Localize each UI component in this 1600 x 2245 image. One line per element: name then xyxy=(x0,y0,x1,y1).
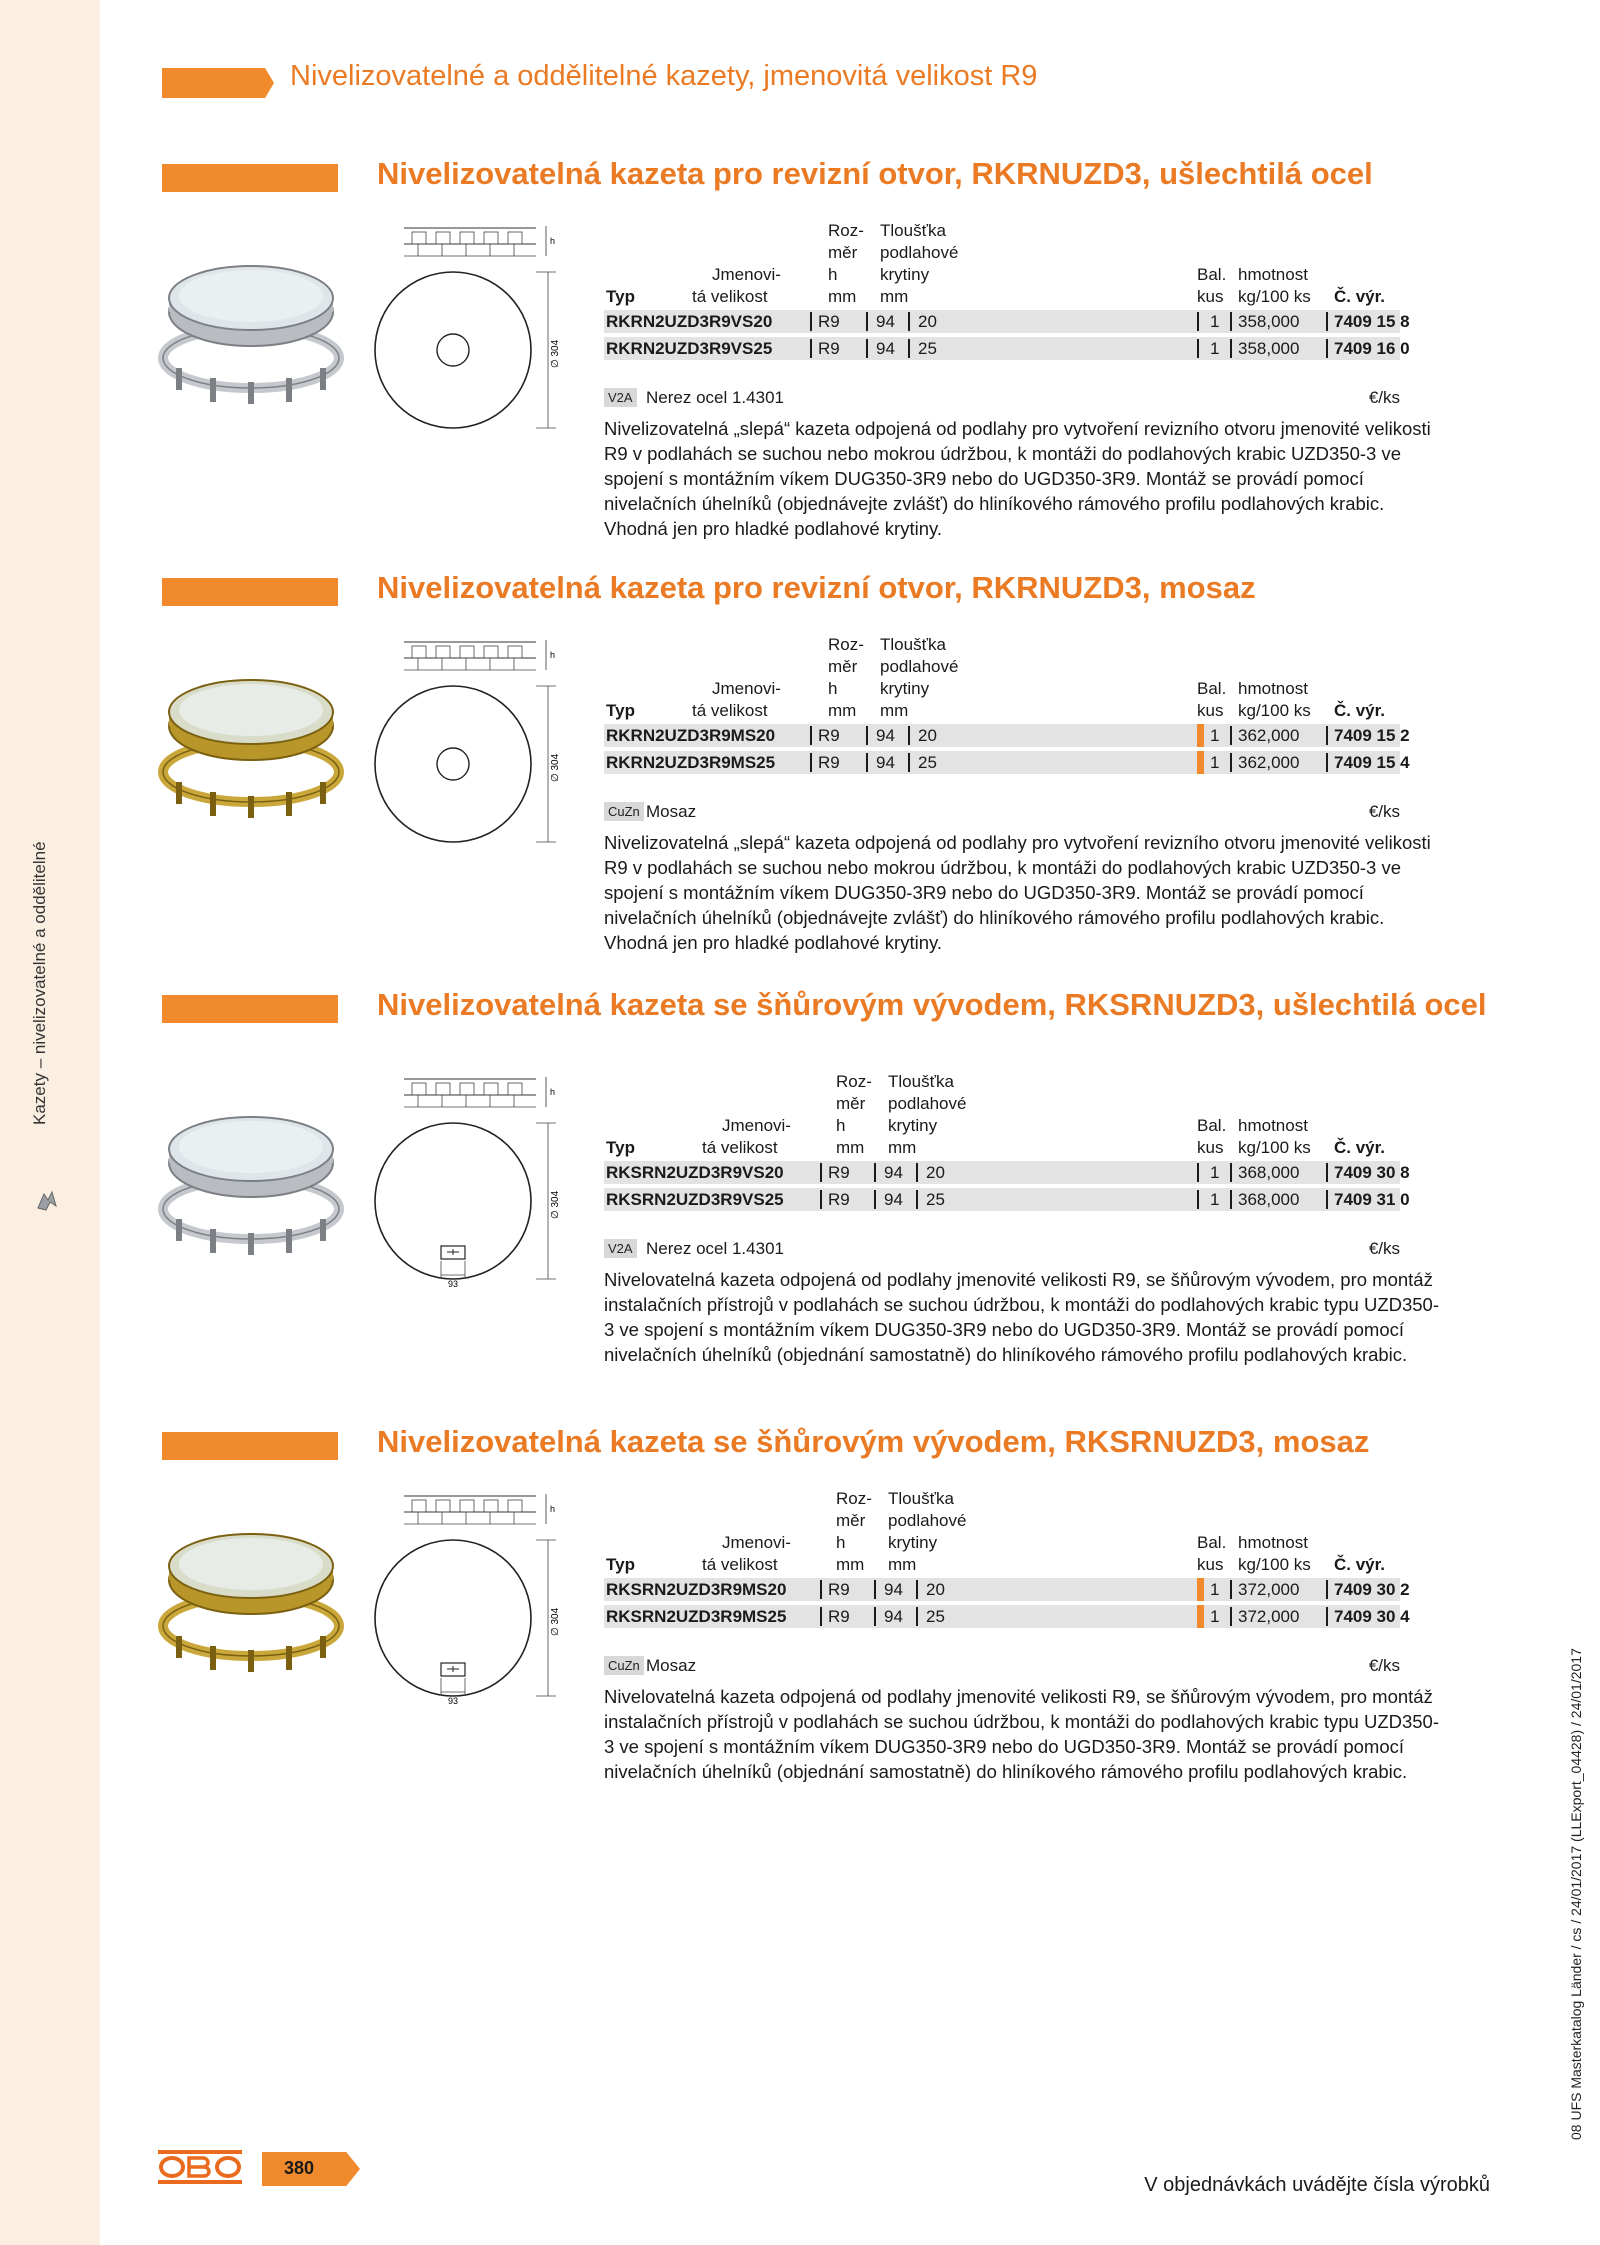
col-pack-header: kus xyxy=(1197,287,1224,306)
cell-separator xyxy=(866,312,868,331)
svg-text:h: h xyxy=(550,1087,556,1097)
col-size-header: Roz- xyxy=(828,635,864,654)
cell-separator xyxy=(810,726,812,745)
product-image xyxy=(158,1518,344,1674)
cell-separator xyxy=(916,1190,918,1209)
cell-separator xyxy=(874,1580,876,1599)
size-cell: R9 xyxy=(818,726,840,745)
material-line xyxy=(604,1655,1400,1677)
material-badge: CuZn xyxy=(604,802,644,821)
table-row xyxy=(604,310,1410,333)
price-unit: €/ks xyxy=(1368,1239,1400,1258)
product-table xyxy=(604,634,1410,804)
col-nominal-header: tá velikost xyxy=(702,1138,778,1157)
product-image xyxy=(158,664,344,820)
size-cell: R9 xyxy=(818,753,840,772)
material-label: Mosaz xyxy=(646,1656,697,1675)
article-number-cell: 7409 16 0 xyxy=(1334,339,1410,358)
size-cell: R9 xyxy=(828,1190,850,1209)
article-number-cell: 7409 15 4 xyxy=(1334,753,1410,772)
cell-separator xyxy=(1197,1163,1199,1182)
thickness-cell: 20 xyxy=(926,1163,945,1182)
page-number: 380 xyxy=(284,2158,315,2178)
section-marker xyxy=(162,578,338,606)
header-tab xyxy=(162,68,274,98)
article-number-cell: 7409 30 8 xyxy=(1334,1163,1410,1182)
col-size-header: h xyxy=(828,679,838,698)
col-mass-header: hmotnost xyxy=(1238,1533,1308,1552)
size-cell: R9 xyxy=(818,312,840,331)
col-type-header: Typ xyxy=(606,1138,635,1157)
technical-drawing xyxy=(398,220,561,415)
cell-separator xyxy=(908,339,910,358)
cell-separator xyxy=(1326,1580,1328,1599)
cell-separator xyxy=(866,339,868,358)
mass-cell: 358,000 xyxy=(1238,312,1300,331)
article-number-cell: 7409 15 8 xyxy=(1334,312,1410,331)
col-thickness-header: krytiny xyxy=(888,1116,938,1135)
mass-cell: 362,000 xyxy=(1238,753,1300,772)
cell-separator xyxy=(1197,1578,1204,1601)
cell-separator xyxy=(810,339,812,358)
cell-separator xyxy=(810,312,812,331)
product-description: Nivelizovatelná „slepá“ kazeta odpojená od podlahy pro vytvoření revizního otvoru jmenovité velikosti R9 v podlahách se suchou nebo mokrou údržbou, k montáži do podlahových krabic UZD350-3 ve spojení s montážním víkem DUG350-3R9 nebo do UGD350-3R9. Montáž se provádí pomocí nivelačních úhelníků (objednávejte zvlášť) do hliníkového rámového profilu podlahových krabic. Vhodná jen pro hladké podlahové krytiny. xyxy=(604,832,1431,953)
article-number-cell: 7409 30 2 xyxy=(1334,1580,1410,1599)
svg-text:h: h xyxy=(550,236,556,246)
thickness-cell: 25 xyxy=(926,1607,945,1626)
product-table xyxy=(604,1488,1410,1658)
section-marker xyxy=(162,164,338,192)
article-number-cell: 7409 15 2 xyxy=(1334,726,1410,745)
col-nominal-header: Jmenovi- xyxy=(712,679,781,698)
col-thickness-header: krytiny xyxy=(880,679,930,698)
height-cell: 94 xyxy=(876,753,895,772)
technical-drawing xyxy=(398,634,561,829)
product-description: Nivelizovatelná „slepá“ kazeta odpojená od podlahy pro vytvoření revizního otvoru jmenovité velikosti R9 v podlahách se suchou nebo mokrou údržbou, k montáži do podlahových krabic UZD350-3 ve spojení s montážním víkem DUG350-3R9 nebo do UGD350-3R9. Montáž se provádí pomocí nivelačních úhelníků (objednávejte zvlášť) do hliníkového rámového profilu podlahových krabic. Vhodná jen pro hladké podlahové krytiny. xyxy=(604,418,1431,539)
cell-separator xyxy=(1230,1607,1232,1626)
col-type-header: Typ xyxy=(606,701,635,720)
col-pack-header: kus xyxy=(1197,1555,1224,1574)
col-size-header: měr xyxy=(836,1094,866,1113)
col-thickness-header: podlahové xyxy=(880,657,959,676)
col-mass-header: hmotnost xyxy=(1238,679,1308,698)
cell-separator xyxy=(810,753,812,772)
col-type-header: Typ xyxy=(606,287,635,306)
svg-text:h: h xyxy=(550,1504,556,1514)
col-size-header: h xyxy=(836,1116,846,1135)
cell-separator xyxy=(1230,726,1232,745)
height-cell: 94 xyxy=(884,1163,903,1182)
table-row xyxy=(604,337,1410,360)
height-cell: 94 xyxy=(884,1190,903,1209)
cell-separator xyxy=(908,753,910,772)
technical-drawing xyxy=(398,1071,561,1289)
col-thickness-header: mm xyxy=(888,1555,917,1574)
size-cell: R9 xyxy=(818,339,840,358)
col-size-header: mm xyxy=(828,701,857,720)
col-size-header: h xyxy=(836,1533,846,1552)
cell-separator xyxy=(916,1607,918,1626)
cell-separator xyxy=(1326,312,1328,331)
cell-separator xyxy=(820,1580,822,1599)
side-chapter-label: Kazety – nivelizovatelné a oddělitelné xyxy=(30,841,49,1125)
material-badge: CuZn xyxy=(604,1656,644,1675)
col-size-header: Roz- xyxy=(828,221,864,240)
col-size-header: měr xyxy=(836,1511,866,1530)
col-pack-header: Bal. xyxy=(1197,1116,1227,1135)
cell-separator xyxy=(1326,1163,1328,1182)
section-marker xyxy=(162,995,338,1023)
col-thickness-header: mm xyxy=(880,287,909,306)
chapter-icon xyxy=(34,1188,60,1214)
col-mass-header: hmotnost xyxy=(1238,1116,1308,1135)
cell-separator xyxy=(874,1190,876,1209)
type-cell: RKSRN2UZD3R9VS20 xyxy=(606,1163,784,1182)
col-pack-header: Bal. xyxy=(1197,679,1227,698)
section-title: Nivelizovatelná kazeta pro revizní otvor, RKRNUZD3, ušlechtilá ocel xyxy=(377,156,1373,191)
col-mass-header: kg/100 ks xyxy=(1238,287,1311,306)
cell-separator xyxy=(908,726,910,745)
col-pack-header: Bal. xyxy=(1197,265,1227,284)
table-row xyxy=(604,751,1410,774)
diameter-label: ∅ 304 xyxy=(550,1190,561,1219)
cell-separator xyxy=(1230,312,1232,331)
col-article-header: Č. výr. xyxy=(1334,1138,1386,1157)
col-size-header: měr xyxy=(828,657,858,676)
size-cell: R9 xyxy=(828,1580,850,1599)
cell-separator xyxy=(820,1607,822,1626)
price-unit: €/ks xyxy=(1368,1656,1400,1675)
thickness-cell: 25 xyxy=(918,339,937,358)
table-row xyxy=(604,1188,1410,1211)
col-thickness-header: mm xyxy=(888,1138,917,1157)
thickness-cell: 20 xyxy=(918,726,937,745)
cell-separator xyxy=(1197,1190,1199,1209)
pack-cell: 1 xyxy=(1210,1580,1220,1599)
product-table xyxy=(604,220,1410,390)
col-mass-header: hmotnost xyxy=(1238,265,1308,284)
product-description: Nivelovatelná kazeta odpojená od podlahy jmenovité velikosti R9, se šňůrovým vývodem, pro montáž instalačních přístrojů v podlahách se suchou údržbou, k montáži do podlahových krabic typu UZD350-3 ve spojení s montážním víkem DUG350-3R9 nebo do UGD350-3R9. Montáž se provádí pomocí nivelačních úhelníků (objednání samostatně) do hliníkového rámového profilu podlahových krabic. xyxy=(604,1269,1440,1365)
material-line xyxy=(604,1238,1400,1260)
col-thickness-header: Tloušťka xyxy=(880,635,946,654)
table-row xyxy=(604,724,1410,747)
col-pack-header: kus xyxy=(1197,701,1224,720)
height-cell: 94 xyxy=(876,312,895,331)
col-thickness-header: podlahové xyxy=(888,1511,967,1530)
outlet-width-label: 93 xyxy=(447,1696,459,1706)
cell-separator xyxy=(1197,724,1204,747)
type-cell: RKRN2UZD3R9MS25 xyxy=(606,753,776,772)
material-label: Mosaz xyxy=(646,802,697,821)
col-type-header: Typ xyxy=(606,1555,635,1574)
cell-separator xyxy=(1326,339,1328,358)
cell-separator xyxy=(1197,339,1199,358)
mass-cell: 358,000 xyxy=(1238,339,1300,358)
col-article-header: Č. výr. xyxy=(1334,701,1386,720)
col-nominal-header: Jmenovi- xyxy=(722,1116,791,1135)
col-thickness-header: podlahové xyxy=(888,1094,967,1113)
size-cell: R9 xyxy=(828,1607,850,1626)
material-line xyxy=(604,801,1400,823)
cell-separator xyxy=(820,1190,822,1209)
col-size-header: Roz- xyxy=(836,1072,872,1091)
col-size-header: Roz- xyxy=(836,1489,872,1508)
col-thickness-header: krytiny xyxy=(888,1533,938,1552)
type-cell: RKRN2UZD3R9VS20 xyxy=(606,312,773,331)
pack-cell: 1 xyxy=(1210,1190,1220,1209)
col-size-header: mm xyxy=(836,1555,865,1574)
material-label: Nerez ocel 1.4301 xyxy=(646,1239,784,1258)
pack-cell: 1 xyxy=(1210,1163,1220,1182)
cell-separator xyxy=(916,1163,918,1182)
col-thickness-header: Tloušťka xyxy=(888,1072,954,1091)
height-cell: 94 xyxy=(884,1580,903,1599)
cell-separator xyxy=(866,753,868,772)
price-unit: €/ks xyxy=(1368,802,1400,821)
cell-separator xyxy=(1230,753,1232,772)
col-mass-header: kg/100 ks xyxy=(1238,701,1311,720)
material-badge: V2A xyxy=(604,388,637,407)
cell-separator xyxy=(1326,1607,1328,1626)
diameter-label: ∅ 304 xyxy=(550,753,561,782)
col-thickness-header: podlahové xyxy=(880,243,959,262)
section-title: Nivelizovatelná kazeta se šňůrovým vývodem, RKSRNUZD3, ušlechtilá ocel xyxy=(377,987,1487,1022)
mass-cell: 368,000 xyxy=(1238,1163,1300,1182)
height-cell: 94 xyxy=(876,339,895,358)
col-nominal-header: tá velikost xyxy=(692,287,768,306)
material-label: Nerez ocel 1.4301 xyxy=(646,388,784,407)
article-number-cell: 7409 31 0 xyxy=(1334,1190,1410,1209)
product-image xyxy=(158,250,344,406)
print-metadata: 08 UFS Masterkatalog Länder / cs / 24/01/2017 (LLExport_04428) / 24/01/2017 xyxy=(1568,1648,1584,2140)
col-size-header: měr xyxy=(828,243,858,262)
table-row xyxy=(604,1161,1410,1184)
pack-cell: 1 xyxy=(1210,726,1220,745)
section-title: Nivelizovatelná kazeta pro revizní otvor, RKRNUZD3, mosaz xyxy=(377,570,1256,605)
col-thickness-header: mm xyxy=(880,701,909,720)
cell-separator xyxy=(1197,312,1199,331)
cell-separator xyxy=(1326,1190,1328,1209)
col-nominal-header: Jmenovi- xyxy=(712,265,781,284)
cell-separator xyxy=(908,312,910,331)
col-thickness-header: Tloušťka xyxy=(888,1489,954,1508)
material-badge: V2A xyxy=(604,1239,637,1258)
table-row xyxy=(604,1605,1410,1628)
mass-cell: 368,000 xyxy=(1238,1190,1300,1209)
cell-separator xyxy=(1197,751,1204,774)
cell-separator xyxy=(1230,1190,1232,1209)
pack-cell: 1 xyxy=(1210,753,1220,772)
cell-separator xyxy=(1230,339,1232,358)
type-cell: RKSRN2UZD3R9VS25 xyxy=(606,1190,784,1209)
col-mass-header: kg/100 ks xyxy=(1238,1555,1311,1574)
technical-drawing xyxy=(398,1488,561,1706)
col-size-header: mm xyxy=(836,1138,865,1157)
cell-separator xyxy=(1230,1580,1232,1599)
col-pack-header: Bal. xyxy=(1197,1533,1227,1552)
col-mass-header: kg/100 ks xyxy=(1238,1138,1311,1157)
product-description: Nivelovatelná kazeta odpojená od podlahy jmenovité velikosti R9, se šňůrovým vývodem, pro montáž instalačních přístrojů v podlahách se suchou údržbou, k montáži do podlahových krabic typu UZD350-3 ve spojení s montážním víkem DUG350-3R9 nebo do UGD350-3R9. Montáž se provádí pomocí nivelačních úhelníků (objednání samostatně) do hliníkového rámového profilu podlahových krabic. xyxy=(604,1686,1440,1782)
page-title: Nivelizovatelné a oddělitelné kazety, jmenovitá velikost R9 xyxy=(290,60,1038,92)
col-article-header: Č. výr. xyxy=(1334,287,1386,306)
type-cell: RKRN2UZD3R9MS20 xyxy=(606,726,776,745)
footer-note: V objednávkách uvádějte čísla výrobků xyxy=(1144,2174,1490,2196)
svg-text:h: h xyxy=(550,650,556,660)
height-cell: 94 xyxy=(884,1607,903,1626)
col-size-header: mm xyxy=(828,287,857,306)
mass-cell: 372,000 xyxy=(1238,1580,1300,1599)
col-thickness-header: Tloušťka xyxy=(880,221,946,240)
price-unit: €/ks xyxy=(1368,388,1400,407)
table-row xyxy=(604,1578,1410,1601)
pack-cell: 1 xyxy=(1210,339,1220,358)
cell-separator xyxy=(1230,1163,1232,1182)
size-cell: R9 xyxy=(828,1163,850,1182)
cell-separator xyxy=(1326,726,1328,745)
material-line xyxy=(604,387,1400,409)
diameter-label: ∅ 304 xyxy=(550,339,561,368)
diameter-label: ∅ 304 xyxy=(550,1607,561,1636)
pack-cell: 1 xyxy=(1210,1607,1220,1626)
article-number-cell: 7409 30 4 xyxy=(1334,1607,1410,1626)
cell-separator xyxy=(1197,1605,1204,1628)
thickness-cell: 25 xyxy=(926,1190,945,1209)
product-table xyxy=(604,1071,1410,1241)
section-marker xyxy=(162,1432,338,1460)
mass-cell: 362,000 xyxy=(1238,726,1300,745)
col-nominal-header: tá velikost xyxy=(702,1555,778,1574)
mass-cell: 372,000 xyxy=(1238,1607,1300,1626)
cell-separator xyxy=(1326,753,1328,772)
cell-separator xyxy=(820,1163,822,1182)
height-cell: 94 xyxy=(876,726,895,745)
pack-cell: 1 xyxy=(1210,312,1220,331)
cell-separator xyxy=(916,1580,918,1599)
type-cell: RKSRN2UZD3R9MS20 xyxy=(606,1580,787,1599)
outlet-width-label: 93 xyxy=(447,1279,459,1289)
section-title: Nivelizovatelná kazeta se šňůrovým vývodem, RKSRNUZD3, mosaz xyxy=(377,1424,1370,1459)
cell-separator xyxy=(866,726,868,745)
col-nominal-header: tá velikost xyxy=(692,701,768,720)
thickness-cell: 25 xyxy=(918,753,937,772)
type-cell: RKSRN2UZD3R9MS25 xyxy=(606,1607,787,1626)
col-nominal-header: Jmenovi- xyxy=(722,1533,791,1552)
type-cell: RKRN2UZD3R9VS25 xyxy=(606,339,773,358)
thickness-cell: 20 xyxy=(926,1580,945,1599)
cell-separator xyxy=(874,1607,876,1626)
col-size-header: h xyxy=(828,265,838,284)
col-pack-header: kus xyxy=(1197,1138,1224,1157)
col-article-header: Č. výr. xyxy=(1334,1555,1386,1574)
cell-separator xyxy=(874,1163,876,1182)
col-thickness-header: krytiny xyxy=(880,265,930,284)
obo-logo xyxy=(158,2150,242,2184)
product-image xyxy=(158,1101,344,1257)
thickness-cell: 20 xyxy=(918,312,937,331)
